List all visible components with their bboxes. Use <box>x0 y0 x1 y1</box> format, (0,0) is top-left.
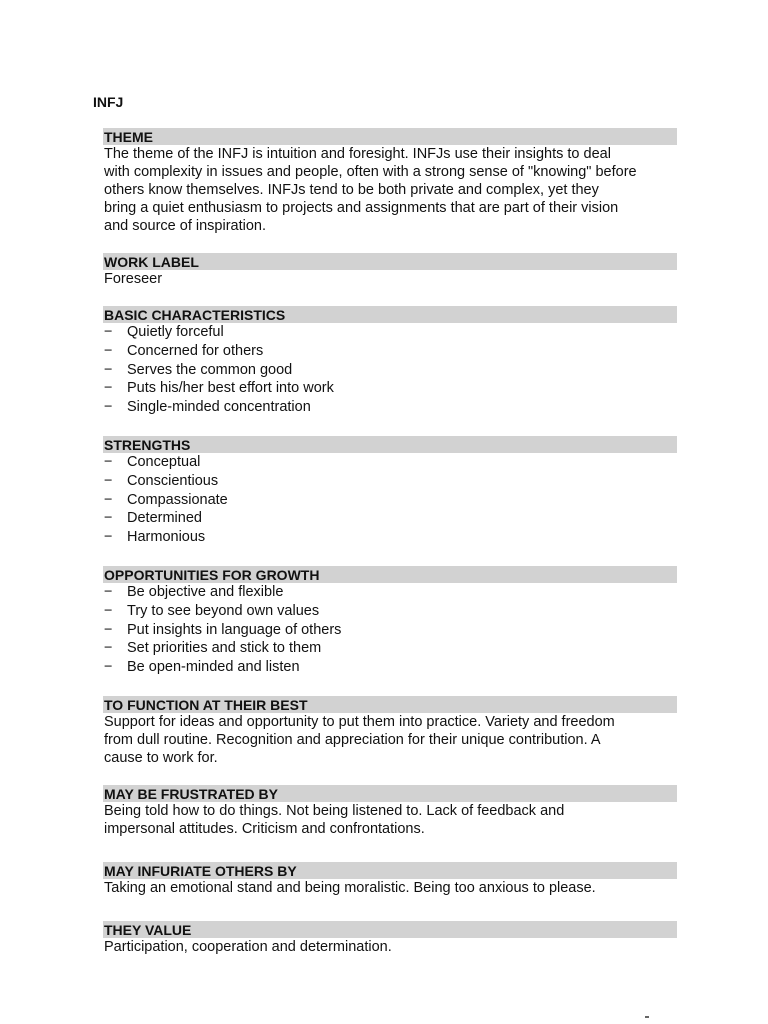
bullet-list <box>103 453 677 547</box>
document-title: INFJ <box>93 94 124 110</box>
list-item <box>103 509 677 528</box>
list-item-text: Determined <box>127 510 202 527</box>
list-item <box>103 398 677 417</box>
dash-bullet-icon: − <box>104 640 113 657</box>
section-work-label <box>103 253 677 288</box>
list-item-text: Compassionate <box>127 491 228 508</box>
dash-bullet-icon: − <box>104 472 113 489</box>
list-item <box>103 528 677 547</box>
section-they-value <box>103 921 677 956</box>
list-item-text: Be open-minded and listen <box>127 659 300 675</box>
list-item <box>103 472 677 491</box>
list-item-text: Puts his/her best effort into work <box>127 380 334 397</box>
section-header: WORK LABEL <box>103 253 677 270</box>
section-header: THEME <box>103 128 677 145</box>
section-function-at-their-best <box>103 696 677 767</box>
section-body: Participation, cooperation and determination. <box>104 939 392 955</box>
dash-bullet-icon: − <box>104 361 113 378</box>
dash-bullet-icon: − <box>104 602 113 619</box>
section-header: MAY INFURIATE OTHERS BY <box>103 862 677 879</box>
list-item <box>103 621 677 640</box>
section-header: THEY VALUE <box>103 921 677 938</box>
list-item-text: Harmonious <box>127 529 206 545</box>
list-item <box>103 379 677 398</box>
list-item <box>103 491 677 510</box>
list-item <box>103 361 677 380</box>
section-header: STRENGTHS <box>103 436 677 453</box>
list-item-text: Be objective and flexible <box>127 584 284 600</box>
section-strengths <box>103 436 677 547</box>
list-item-text: Quietly forceful <box>127 324 224 340</box>
list-item-text: Set priorities and stick to them <box>127 640 322 657</box>
dash-bullet-icon: − <box>104 324 113 340</box>
section-body: Being told how to do things. Not being listened to. Lack of feedback and impersonal attitudes. Criticism and confrontations. <box>104 803 565 837</box>
list-item <box>103 602 677 621</box>
list-item-text: Concerned for others <box>127 342 264 359</box>
section-header: BASIC CHARACTERISTICS <box>103 306 677 323</box>
list-item-text: Try to see beyond own values <box>127 602 320 619</box>
section-header: TO FUNCTION AT THEIR BEST <box>103 696 677 713</box>
list-item <box>103 453 677 472</box>
section-theme <box>103 128 677 235</box>
dash-bullet-icon: − <box>104 659 113 675</box>
bullet-list <box>103 323 677 417</box>
dash-bullet-icon: − <box>104 342 113 359</box>
list-item <box>103 639 677 658</box>
list-item-text: Conscientious <box>127 472 219 489</box>
dash-bullet-icon: − <box>104 529 113 545</box>
section-header: MAY BE FRUSTRATED BY <box>103 785 677 802</box>
list-item-text: Single-minded concentration <box>127 399 311 415</box>
list-item <box>103 342 677 361</box>
section-body: Foreseer <box>104 271 163 287</box>
dash-bullet-icon: − <box>104 399 113 415</box>
list-item-text: Serves the common good <box>127 361 293 378</box>
list-item <box>103 323 677 342</box>
dash-bullet-icon: − <box>104 621 113 638</box>
section-may-be-frustrated-by <box>103 785 677 838</box>
list-item <box>103 583 677 602</box>
list-item <box>103 658 677 677</box>
section-body: Taking an emotional stand and being moralistic. Being too anxious to please. <box>104 880 596 896</box>
dash-bullet-icon: − <box>104 380 113 397</box>
section-opportunities-for-growth <box>103 566 677 677</box>
page-corner-mark <box>645 1016 649 1018</box>
dash-bullet-icon: − <box>104 584 113 600</box>
section-body: The theme of the INFJ is intuition and foresight. INFJs use their insights to deal with complexity in issues and people, often with a strong sense of "knowing" before others know themselves. INFJs tend to be both private and complex, yet they bring a quiet enthusiasm to projects and assignments that are part of their vision and source of inspiration. <box>104 146 637 234</box>
list-item-text: Conceptual <box>127 454 201 470</box>
section-header: OPPORTUNITIES FOR GROWTH <box>103 566 677 583</box>
dash-bullet-icon: − <box>104 491 113 508</box>
list-item-text: Put insights in language of others <box>127 621 342 638</box>
section-basic-characteristics <box>103 306 677 417</box>
bullet-list <box>103 583 677 677</box>
section-may-infuriate-others-by <box>103 862 677 897</box>
dash-bullet-icon: − <box>104 454 113 470</box>
dash-bullet-icon: − <box>104 510 113 527</box>
section-body: Support for ideas and opportunity to put them into practice. Variety and freedom from dull routine. Recognition and appreciation for their unique contribution. A cause to work for. <box>104 714 615 766</box>
